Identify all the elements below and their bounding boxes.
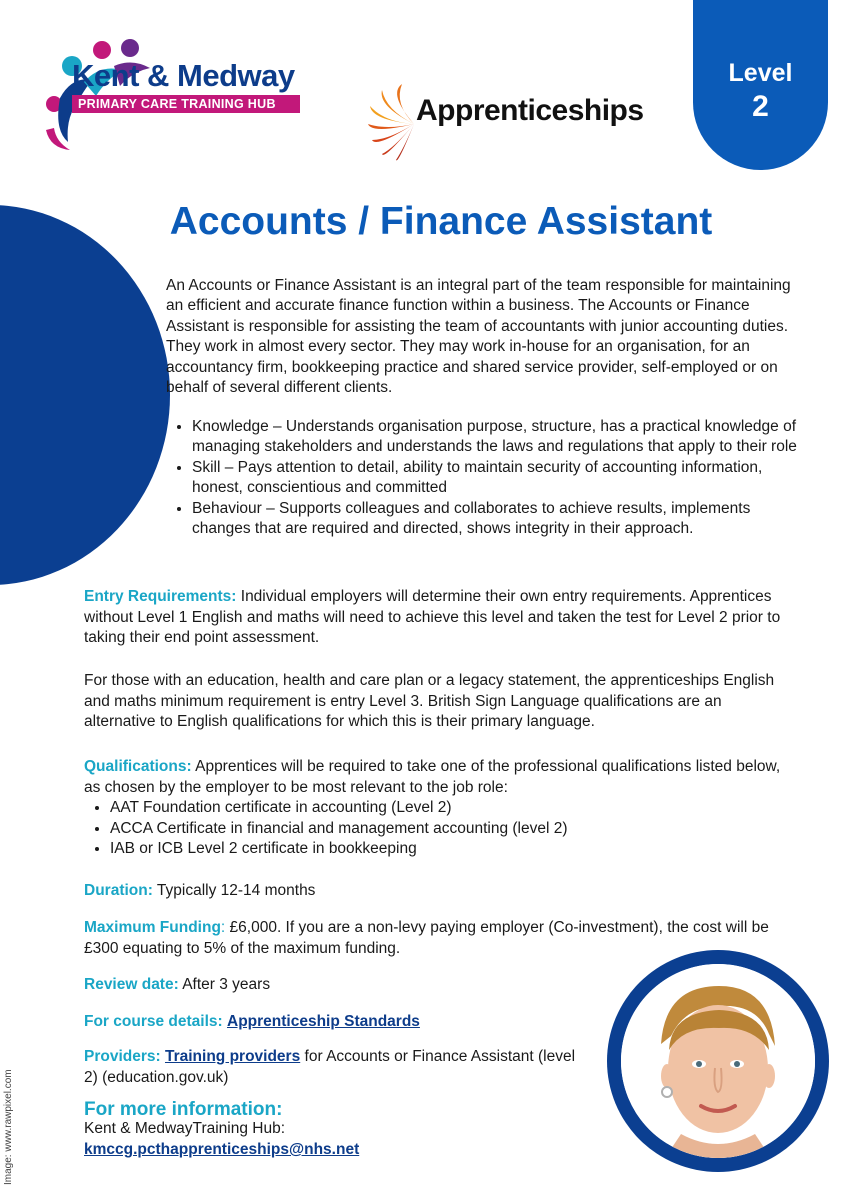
list-item: • IAB or ICB Level 2 certificate in bookkeeping (110, 839, 796, 860)
duration (84, 881, 315, 902)
list-item: • Skill – Pays attention to detail, ability to maintain security of accounting information, honest, conscientious and committed (192, 458, 812, 499)
providers (84, 1047, 584, 1088)
more-info-line: Kent & MedwayTraining Hub: (84, 1120, 286, 1137)
person-portrait-icon (621, 964, 815, 1158)
qualifications-heading: Qualifications: (84, 758, 192, 775)
review-text: After 3 years (178, 976, 271, 993)
providers-text: for Accounts or Finance Assistant (level 2) (education.gov.uk) (84, 1048, 576, 1086)
list-item: • AAT Foundation certificate in accounting (Level 2) (110, 798, 796, 819)
page-title: Accounts / Finance Assistant (169, 200, 713, 243)
image-credit: Image: www.rawpixel.com (3, 1069, 14, 1185)
entry-heading: Entry Requirements: (84, 588, 237, 605)
list-item: • Knowledge – Understands organisation purpose, structure, has a practical knowledge of managing stakeholders and understands the laws and regulations that apply to their role (192, 417, 812, 458)
level-number: 2 (752, 90, 769, 123)
contact-email-link[interactable] (84, 1141, 359, 1159)
intro-paragraph: An Accounts or Finance Assistant is an integral part of the team responsible for maintaining an efficient and accurate finance function within a business. The Accounts or Finance Assistant is responsible for assisting the team of accountants with junior accounting duties. They work in almost every sector. They may work in-house for an organisation, for an accountancy firm, bookkeeping practice and shared service provider, self-employed or on behalf of several different clients. (166, 277, 791, 397)
funding-heading: Maximum Funding (84, 919, 221, 936)
more-info-heading: For more information: (84, 1099, 283, 1120)
qualifications (84, 757, 796, 860)
apprenticeships-title: Apprenticeships (416, 94, 644, 127)
level-label: Level (728, 59, 793, 87)
review-heading: Review date: (84, 976, 179, 993)
providers-heading: Providers: (84, 1048, 161, 1065)
decorative-circle (0, 205, 170, 585)
training-providers-link[interactable]: Training providers (164, 1048, 301, 1065)
duration-text: Typically 12-14 months (152, 882, 316, 899)
list-item: • ACCA Certificate in financial and management accounting (level 2) (110, 819, 796, 840)
traits-list (166, 417, 812, 539)
funding-text: £6,000. If you are a non-levy paying employer (Co-investment), the cost will be £300 equating to 5% of the maximum funding. (84, 919, 769, 957)
list-item: • Behaviour – Supports colleagues and collaborates to achieve results, implements changes that are required and directed, shows integrity in their approach. (192, 499, 812, 540)
review-date (84, 975, 270, 996)
entry-text: Individual employers will determine their own entry requirements. Apprentices without Level 1 English and maths will need to achieve this level and taken the test for Level 2 prior to taking their end point assessment. (84, 588, 781, 647)
photo-frame (607, 950, 829, 1172)
entry-requirements (84, 587, 796, 649)
course-heading: For course details: (84, 1013, 223, 1030)
qualifications-text: Apprentices will be required to take one of the professional qualifications listed below, as chosen by the employer to be most relevant to the job role: (84, 758, 781, 796)
apprenticeship-standards-link[interactable]: Apprenticeship Standards (227, 1013, 420, 1030)
training-hub-subtitle: PRIMARY CARE TRAINING HUB (72, 95, 300, 113)
sunburst-icon (368, 84, 418, 164)
duration-heading: Duration: (84, 882, 153, 899)
qualifications-list (84, 798, 796, 860)
course-details (84, 1012, 420, 1033)
level-badge (693, 0, 828, 170)
portrait-image (621, 964, 815, 1158)
entry-requirements-extra: For those with an education, health and care plan or a legacy statement, the apprenticeships English and maths minimum requirement is entry Level 3. British Sign Language qualifications are an alternative to English qualifications for which this is their primary language. (84, 672, 775, 731)
funding-colon: : (220, 919, 226, 936)
email-link[interactable]: kmccg.pcthapprenticeships@nhs.net (84, 1141, 360, 1158)
kent-medway-title: Kent & Medway (72, 58, 295, 93)
